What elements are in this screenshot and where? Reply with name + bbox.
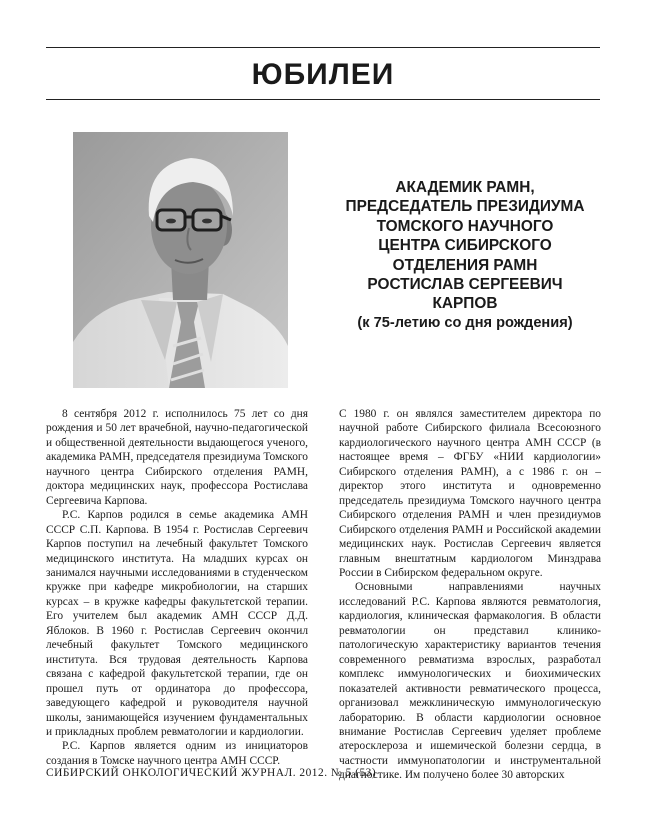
portrait-photo <box>73 132 288 388</box>
portrait-illustration <box>73 132 288 388</box>
paragraph: Р.С. Карпов является одним из инициаторов создания в Томске научного центра АМН СССР. <box>46 740 308 767</box>
paragraph: 8 сентября 2012 г. исполнилось 75 лет со дня рождения и 50 лет врачебной, научно-педагогической и общественной деятельности выдающегося ученого, академика РАМН, председателя президиума Томского научного центра Сибирского отделения РАМН, доктора медицинских наук, профессора Ростислава Сергеевича Карпова. <box>46 408 308 507</box>
headline-line: КАРПОВ <box>432 295 498 313</box>
journal-footer: СИБИРСКИЙ ОНКОЛОГИЧЕСКИЙ ЖУРНАЛ. 2012. № 5 (53) <box>46 767 377 779</box>
section-title: ЮБИЛЕИ <box>251 58 395 91</box>
paragraph: С 1980 г. он являлся заместителем директора по научной работе Сибирского филиала Всесоюзного кардиологического научного центра АМН СССР (в настоящее время – ФГБУ «НИИ кардиологии» Сибирского отделения РАМН), а с 1986 г. он – директор этого института и одновременно председатель президиума Томского научного центра Сибирского отделения РАМН и член президиумов Сибирского отделения РАМН и Российской академии медицинских наук. Ростислав Сергеевич является главным внештатным кардиологом Минздрава России в Сибирском федеральном округе. <box>339 408 601 579</box>
headline-line: АКАДЕМИК РАМН, <box>395 179 535 196</box>
headline-line: ОТДЕЛЕНИЯ РАМН <box>392 256 538 274</box>
article-left-column <box>46 407 308 768</box>
article-right-column <box>339 407 601 783</box>
headline-line: ПРЕДСЕДАТЕЛЬ ПРЕЗИДИУМА <box>345 198 585 216</box>
paragraph: Основными направлениями научных исследований Р.С. Карпова являются ревматология, кардиология, клиническая фармакология. В области ревматологии он представил клинико-патологическую характеристику вариантов течения современного ревматизма взрослых, разработал комплекс иммунологических и биохимических показателей активности ревматического процесса, организовал межклиническую иммунологическую лабораторию. В области кардиологии основное внимание Ростислав Сергеевич уделяет проблеме атеросклероза и ишемической болезни сердца, в частности иммунопатологии и инструментальной диагностике. Им получено более 30 авторских <box>339 581 601 782</box>
top-rule <box>46 47 600 48</box>
headline-line: РОСТИСЛАВ СЕРГЕЕВИЧ <box>367 276 563 294</box>
headline-line: ЦЕНТРА СИБИРСКОГО <box>378 237 552 255</box>
headline-line: ТОМСКОГО НАУЧНОГО <box>376 217 554 235</box>
headline-subtitle: (к 75-летию со дня рождения) <box>357 314 573 331</box>
paragraph: Р.С. Карпов родился в семье академика АМН СССР С.П. Карпова. В 1954 г. Ростислав Сергеевич Карпов поступил на лечебный факультет Томского медицинского института. На младших курсах он занимался научными исследованиями в студенческом кружке при кафедре микробиологии, на старших курсах – в кружке кафедры факультетской терапии. Его учителем был академик АМН СССР Д.Д. Яблоков. В 1960 г. Ростислав Сергеевич окончил лечебный факультет Томского медицинского института. Вся трудовая деятельность Карпова связана с кафедрой факультетской терапии, где он прошел путь от ординатора до профессора, заведующего кафедрой и руководителя научной школы, занимающейся изучением фундаментальных и прикладных проблем ревматологии и кардиологии. <box>46 509 308 738</box>
article-headline <box>310 178 620 333</box>
title-rule <box>46 99 600 100</box>
